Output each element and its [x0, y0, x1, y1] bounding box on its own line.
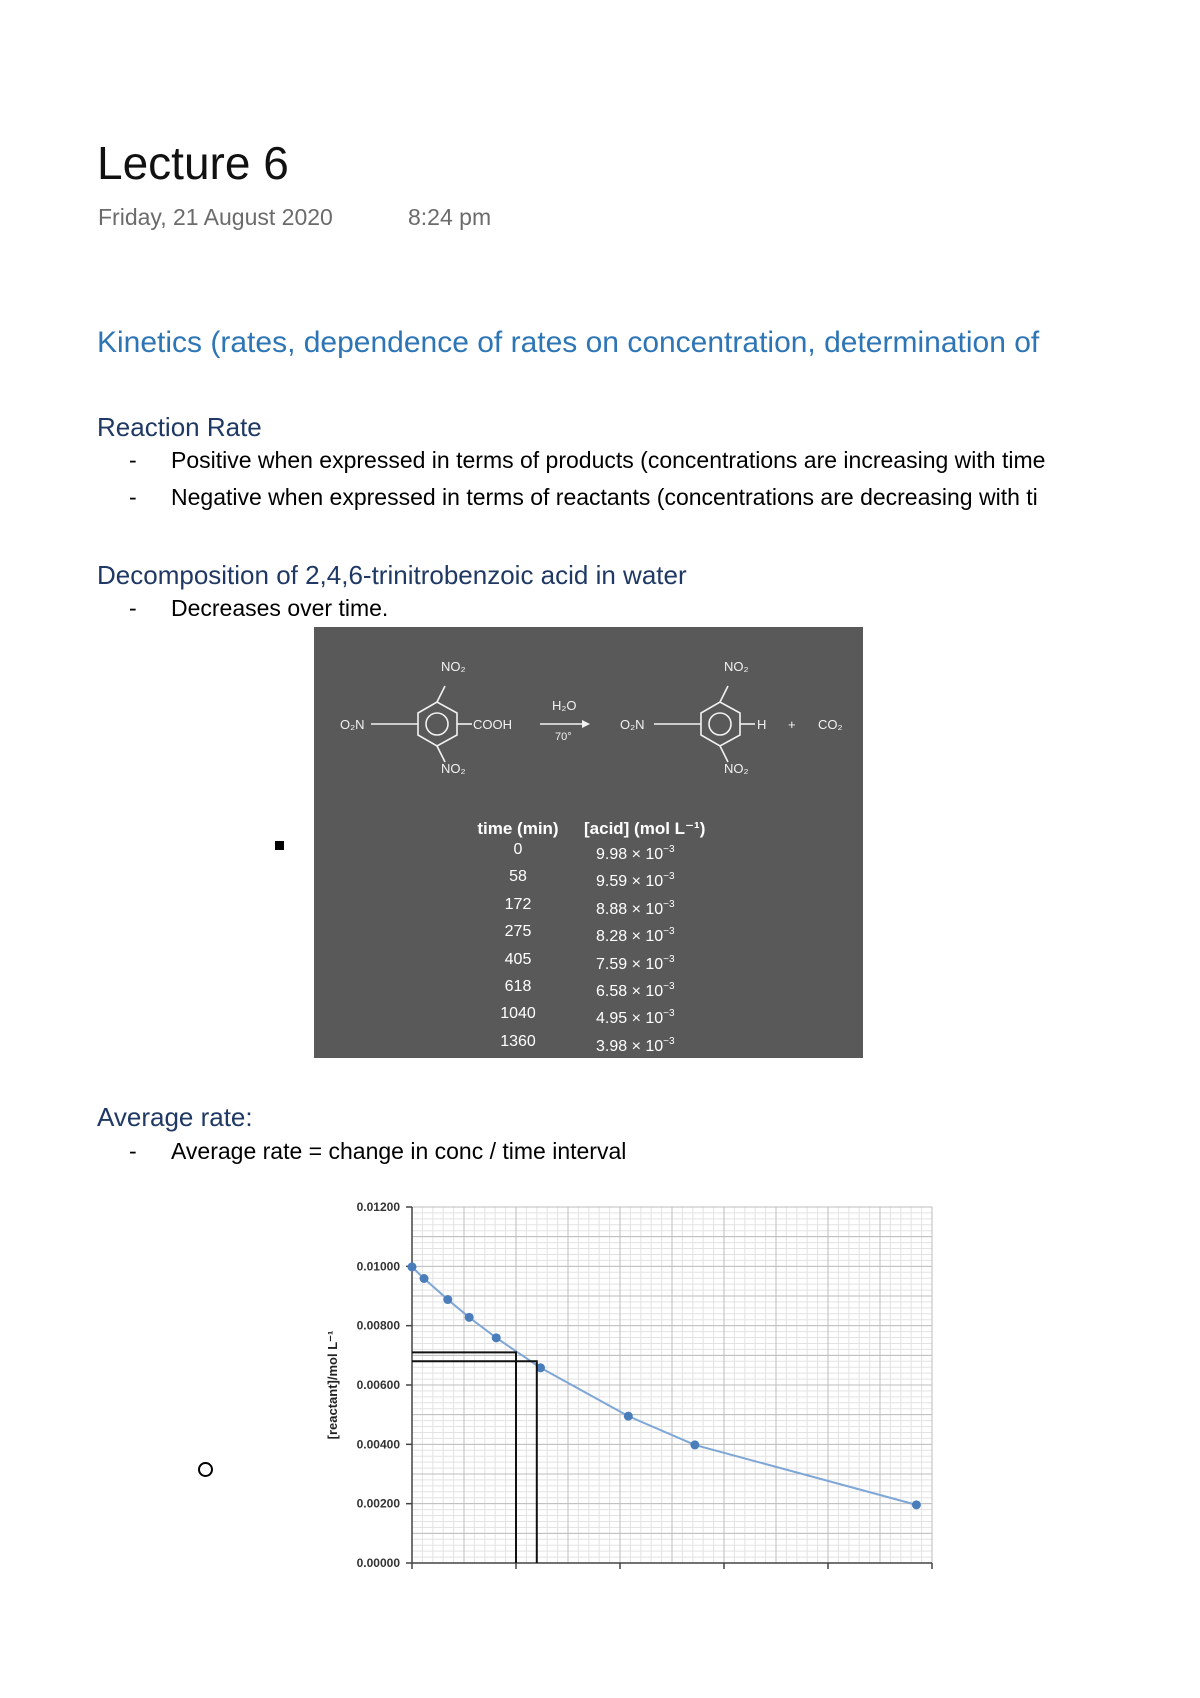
decomposition-heading: Decomposition of 2,4,6-trinitrobenzoic acid in water: [97, 560, 687, 590]
aromatic-circle-left: [426, 713, 448, 735]
column-header: [acid] (mol L⁻¹): [584, 819, 706, 838]
arrowhead-icon: [582, 720, 590, 728]
table-row: [464, 976, 724, 1003]
arrow-bottom-label: 70°: [555, 731, 572, 743]
data-point: [408, 1262, 417, 1271]
table-header: [464, 819, 724, 839]
average-rate-heading: Average rate:: [97, 1102, 253, 1132]
concentration-cell: $1.96 \times 10^{-3}$: [596, 1063, 675, 1083]
product-bottom-label: NO₂: [724, 761, 749, 776]
list-item: [129, 447, 1045, 474]
bullet-text: Average rate = change in conc / time interval: [171, 1138, 627, 1164]
y-tick-label: 0.01000: [356, 1259, 400, 1274]
reaction-rate-heading: Reaction Rate: [97, 412, 262, 442]
table-row: [464, 894, 724, 921]
data-table: [464, 819, 724, 1086]
time-cell: 618: [504, 978, 532, 996]
data-point: [420, 1274, 429, 1283]
table-row: [464, 1058, 724, 1085]
y-tick-label: 0.00600: [356, 1378, 400, 1392]
table-row: [464, 1003, 724, 1030]
bullet-dash: -: [129, 447, 137, 473]
byproduct-label: CO₂: [818, 717, 843, 732]
y-tick-label: 0.00400: [356, 1437, 400, 1452]
time-cell: 1040: [500, 1005, 536, 1023]
table-row: [464, 1031, 724, 1058]
data-point: [912, 1500, 921, 1509]
concentration-cell: $8.28 \times 10^{-3}$: [596, 926, 675, 946]
product-left-label: O₂N: [620, 717, 645, 732]
time-cell: 1360: [500, 1032, 536, 1050]
bullet-dash: -: [129, 1138, 137, 1164]
page-time: 8:24 pm: [408, 204, 492, 230]
time-cell: 405: [504, 950, 532, 968]
benzene-ring-left: [418, 702, 457, 746]
concentration-cell: $6.58 \times 10^{-3}$: [596, 981, 675, 1001]
reactant-bottom-label: NO₂: [441, 761, 466, 776]
product-top-label: NO₂: [724, 659, 749, 674]
concentration-cell: $8.88 \times 10^{-3}$: [596, 898, 675, 918]
bullet-text: Negative when expressed in terms of reactants (concentrations are decreasing with ti: [171, 484, 1038, 510]
bond-line: [720, 746, 728, 762]
y-tick-label: 0.00000: [356, 1556, 400, 1570]
concentration-cell: $3.98 \times 10^{-3}$: [596, 1035, 675, 1055]
list-item: [129, 484, 1038, 511]
bullet-dash: -: [129, 595, 137, 621]
data-point: [624, 1412, 633, 1421]
y-tick-label: 0.01200: [356, 1200, 400, 1214]
bond-line: [437, 686, 445, 702]
table-row: [464, 866, 724, 893]
chart-svg: [320, 1195, 940, 1575]
list-item: [129, 1138, 626, 1165]
y-tick-label: 0.00200: [356, 1496, 400, 1511]
benzene-ring-right: [701, 702, 740, 746]
concentration-cell: $7.59 \times 10^{-3}$: [596, 953, 675, 973]
bullet-text: Decreases over time.: [171, 595, 389, 621]
reaction-image: [314, 627, 863, 1083]
time-cell: 0: [513, 841, 523, 858]
square-bullet-icon: [275, 841, 284, 850]
series-line: [412, 1267, 916, 1505]
page-date: Friday, 21 August 2020: [98, 204, 333, 230]
page-title: Lecture 6: [97, 137, 289, 189]
time-cell: 275: [504, 923, 532, 941]
data-point: [690, 1440, 699, 1449]
data-point: [443, 1295, 452, 1304]
kinetics-heading: Kinetics (rates, dependence of rates on concentration, determination of: [97, 326, 1040, 359]
bond-line: [437, 746, 445, 762]
concentration-chart: [320, 1195, 940, 1575]
data-point: [492, 1333, 501, 1342]
circle-bullet-icon: [198, 1462, 213, 1477]
bond-line: [720, 686, 728, 702]
time-cell: 2425: [500, 1060, 536, 1078]
table-row: [464, 921, 724, 948]
bullet-dash: -: [129, 484, 137, 510]
arrow-top-label: H₂O: [552, 698, 577, 713]
bullet-text: Positive when expressed in terms of products (concentrations are increasing with time: [171, 447, 1046, 473]
time-cell: 58: [509, 868, 527, 886]
plus-label: +: [788, 717, 796, 732]
reactant-right-label: COOH: [473, 717, 512, 732]
reactant-top-label: NO₂: [441, 659, 466, 674]
reactant-left-label: O₂N: [340, 717, 365, 732]
product-right-label: H: [757, 717, 767, 732]
concentration-cell: $9.98 \times 10^{-3}$: [596, 844, 675, 863]
table-row: [464, 839, 724, 866]
y-tick-label: 0.00800: [356, 1318, 400, 1333]
concentration-cell: $4.95 \times 10^{-3}$: [596, 1008, 675, 1028]
data-point: [465, 1313, 474, 1322]
list-item: [129, 595, 388, 622]
table-row: [464, 949, 724, 976]
aromatic-circle-right: [709, 713, 731, 735]
column-header: time (min): [477, 819, 559, 838]
concentration-cell: $9.59 \times 10^{-3}$: [596, 871, 675, 891]
time-cell: 172: [504, 895, 532, 913]
y-axis-label: [reactant]/mol L⁻¹: [325, 1330, 340, 1440]
